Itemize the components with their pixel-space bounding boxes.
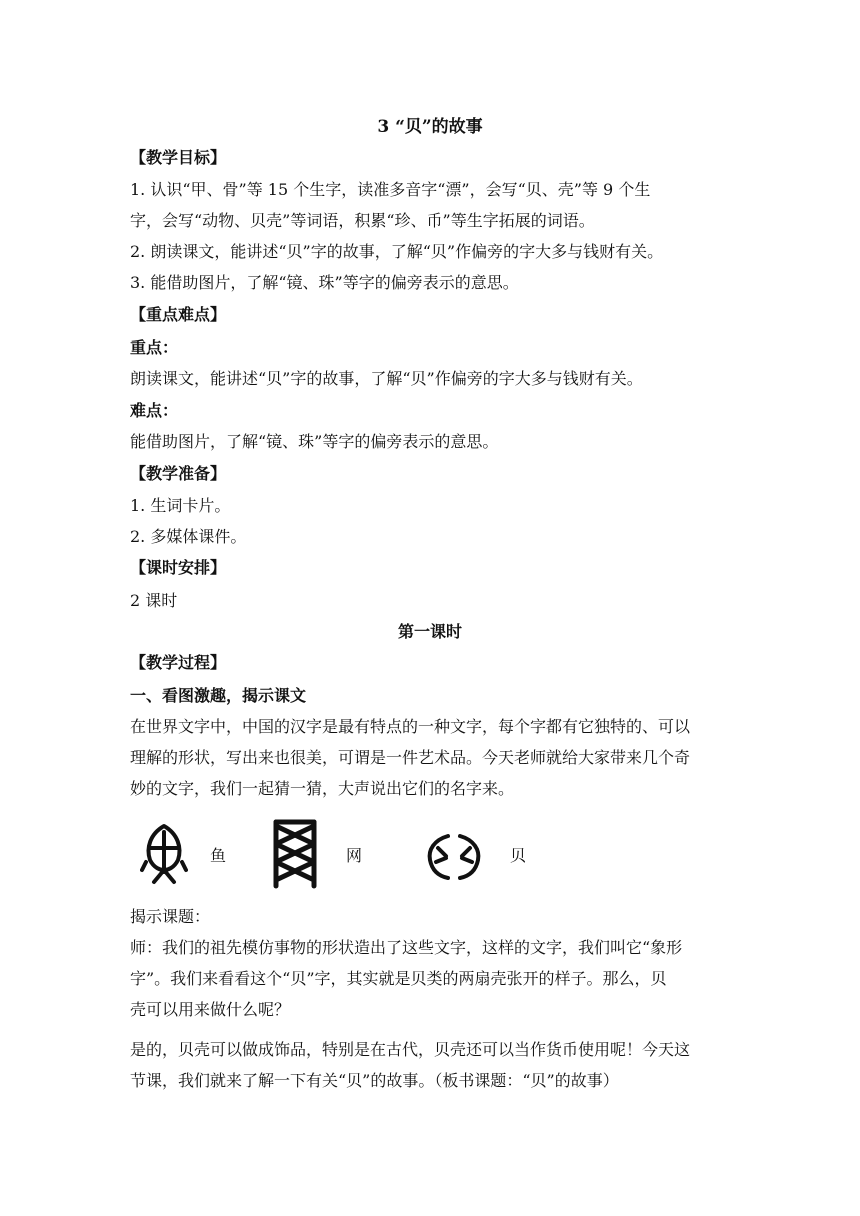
paragraph-1-line-2: 理解的形状，写出来也很美，可谓是一件艺术品。今天老师就给大家带来几个奇 [130,748,691,767]
key-text: 朗读课文，能讲述“贝”字的故事，了解“贝”作偏旁的字大多与钱财有关。 [130,369,643,388]
goal-2: 2. 朗读课文，能讲述“贝”字的故事，了解“贝”作偏旁的字大多与钱财有关。 [130,242,664,261]
step-1-heading: 一、看图激趣，揭示课文 [130,686,307,705]
preparation-heading: 【教学准备】 [130,464,227,483]
glyph-label-shell: 贝 [510,846,527,865]
paragraph-1-line-3: 妙的文字，我们一起猜一猜，大声说出它们的名字来。 [130,779,515,798]
difficulty-label: 难点： [130,401,179,420]
teacher-line-2: 字”。我们来看看这个“贝”字，其实就是贝类的两扇壳张开的样子。那么，贝 [130,969,667,988]
teacher-line-3: 壳可以用来做什么呢？ [130,1000,291,1019]
answer-line-2: 节课，我们就来了解一下有关“贝”的故事。（板书课题：“贝”的故事） [130,1071,619,1090]
answer-line-1: 是的，贝壳可以做成饰品，特别是在古代，贝壳还可以当作货币使用呢！今天这 [130,1040,691,1059]
goal-1-line-2: 字，会写“动物、贝壳”等词语，积累“珍、币”等生字拓展的词语。 [130,211,595,230]
page-title: 3 “贝”的故事 [377,117,483,137]
ancient-glyph-row [130,818,730,894]
paragraph-1-line-1: 在世界文字中，中国的汉字是最有特点的一种文字，每个字都有它独特的、可以 [130,717,691,736]
key-label: 重点： [130,338,179,357]
ancient-fish-glyph-icon [140,822,188,886]
ancient-net-glyph-icon [270,818,320,890]
lesson-heading: 第一课时 [397,622,462,641]
difficulty-text: 能借助图片，了解“镜、珠”等字的偏旁表示的意思。 [130,432,499,451]
reveal-topic-label: 揭示课题： [130,907,211,926]
preparation-item-1: 1. 生词卡片。 [130,496,231,515]
key-points-heading: 【重点难点】 [130,305,227,324]
glyph-label-fish: 鱼 [210,846,227,865]
ancient-shell-glyph-icon [426,832,482,882]
glyph-label-net: 网 [346,846,363,865]
preparation-item-2: 2. 多媒体课件。 [130,527,247,546]
goal-3: 3. 能借助图片，了解“镜、珠”等字的偏旁表示的意思。 [130,273,519,292]
schedule-heading: 【课时安排】 [130,558,227,577]
schedule-text: 2 课时 [130,591,178,610]
process-heading: 【教学过程】 [130,653,227,672]
teacher-line-1: 师：我们的祖先模仿事物的形状造出了这些文字，这样的文字，我们叫它“象形 [130,938,683,957]
goal-1-line-1: 1. 认识“甲、骨”等 15 个生字，读准多音字“漂”，会写“贝、壳”等 9 个生 [130,180,651,199]
goals-heading: 【教学目标】 [130,148,227,167]
